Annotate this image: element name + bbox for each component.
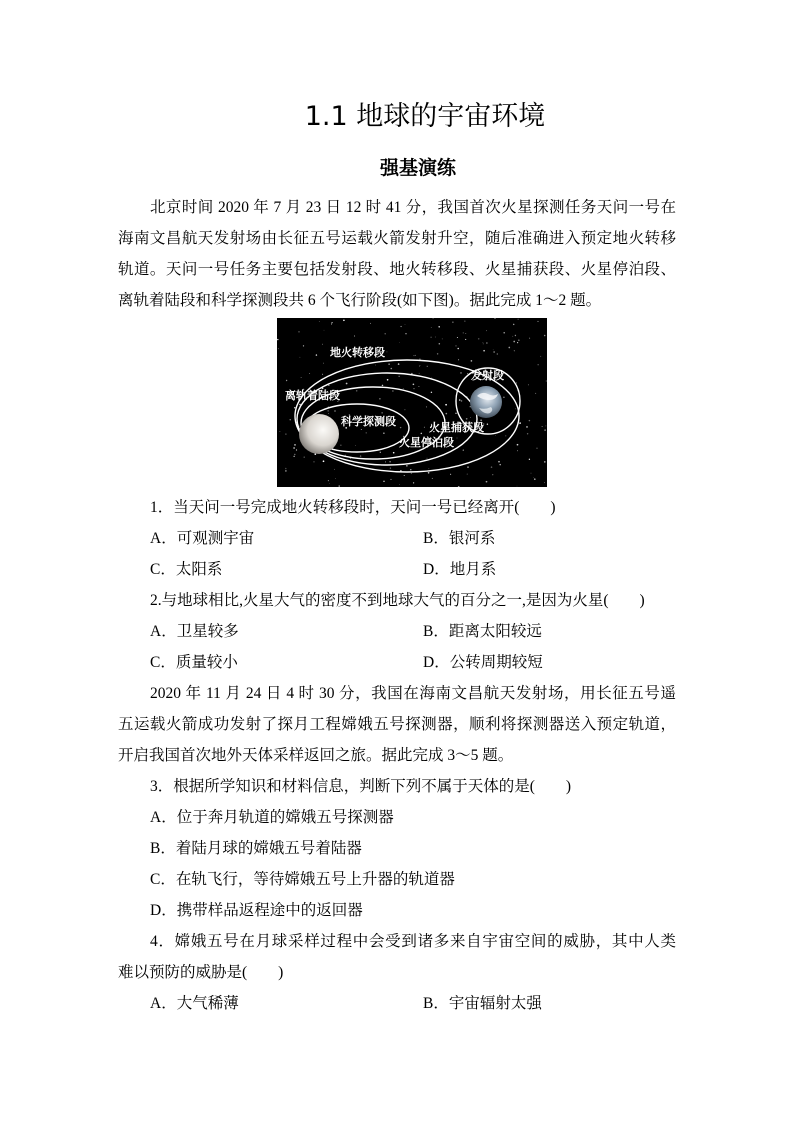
star-dot	[294, 454, 295, 455]
option-c: C．质量较小	[150, 654, 238, 671]
star-dot	[431, 327, 432, 328]
star-dot	[414, 355, 415, 356]
question-3	[118, 771, 676, 926]
star-dot	[299, 331, 300, 332]
star-dot	[314, 461, 315, 462]
option-c: C．太阳系	[150, 561, 223, 578]
star-dot	[478, 338, 480, 340]
star-dot	[529, 459, 530, 460]
star-dot	[509, 430, 510, 431]
mission-phases-figure	[277, 318, 547, 487]
star-dot	[495, 435, 496, 436]
star-dot	[491, 466, 493, 468]
star-dot	[383, 433, 384, 434]
star-dot	[465, 333, 466, 334]
star-dot	[277, 339, 278, 340]
star-dot	[328, 413, 329, 414]
star-dot	[528, 385, 529, 386]
passage-1-line: 海南文昌航天发射场由长征五号运载火箭发射升空，随后准确进入预定地火转移	[118, 230, 676, 247]
passage-1	[118, 192, 676, 316]
star-dot	[360, 455, 361, 456]
options-row	[118, 988, 676, 1019]
passage-1-line: 离轨着陆段和科学探测段共 6 个飞行阶段(如下图)。据此完成 1～2 题。	[118, 292, 602, 309]
question-stem: 2.与地球相比,火星大气的密度不到地球大气的百分之一,是因为火星( )	[150, 592, 645, 609]
question-1	[118, 492, 676, 585]
section-heading: 强基演练	[379, 157, 456, 179]
star-dot	[465, 339, 466, 340]
question-4	[118, 926, 676, 1019]
star-dot	[535, 393, 536, 394]
star-dot	[464, 321, 465, 322]
star-dot	[399, 376, 400, 377]
star-dot	[304, 457, 305, 458]
star-dot	[328, 480, 329, 481]
star-dot	[405, 333, 406, 334]
option-b: B．距离太阳较远	[423, 623, 542, 640]
star-dot	[438, 326, 440, 328]
star-dot	[486, 330, 487, 331]
star-dot	[494, 351, 495, 352]
star-dot	[435, 337, 436, 338]
star-dot	[519, 422, 521, 424]
passage-2	[118, 678, 676, 771]
option-a: A．大气稀薄	[150, 995, 239, 1012]
star-dot	[505, 435, 506, 436]
star-dot	[503, 332, 505, 334]
option-c: C．在轨飞行，等待嫦娥五号上升器的轨道器	[150, 871, 455, 888]
star-dot	[512, 336, 513, 337]
star-dot	[526, 426, 528, 428]
star-dot	[544, 482, 545, 483]
star-dot	[346, 383, 348, 385]
star-dot	[415, 355, 416, 356]
star-dot	[345, 455, 346, 456]
star-dot	[294, 444, 296, 446]
star-dot	[393, 452, 395, 454]
star-dot	[340, 445, 341, 446]
page-title: 1.1 地球的宇宙环境	[304, 101, 546, 132]
star-dot	[388, 363, 389, 364]
star-dot	[403, 388, 404, 389]
star-dot	[467, 466, 468, 467]
star-dot	[323, 363, 324, 364]
star-dot	[536, 448, 537, 449]
figure-label-deorbit-landing: 离轨着陆段	[285, 389, 340, 402]
star-dot	[517, 342, 518, 343]
star-dot	[544, 429, 546, 431]
star-dot	[483, 350, 485, 352]
star-dot	[458, 359, 459, 360]
star-dot	[546, 380, 547, 381]
star-dot	[413, 383, 415, 385]
star-dot	[428, 472, 430, 474]
star-dot	[406, 465, 407, 466]
star-dot	[300, 357, 301, 358]
star-dot	[384, 333, 385, 334]
figure-label-launch: 发射段	[471, 369, 504, 382]
star-dot	[334, 469, 335, 470]
star-dot	[467, 474, 468, 475]
passage-1-line: 轨道。天问一号任务主要包括发射段、地火转移段、火星捕获段、火星停泊段、	[118, 261, 676, 278]
star-dot	[294, 407, 295, 408]
option-a: A．位于奔月轨道的嫦娥五号探测器	[150, 809, 394, 826]
star-dot	[370, 323, 371, 324]
options-row	[118, 554, 676, 585]
figure-label-science: 科学探测段	[341, 415, 396, 428]
star-dot	[455, 345, 456, 346]
star-dot	[455, 413, 456, 414]
star-dot	[517, 486, 518, 487]
star-dot	[379, 398, 381, 400]
star-dot	[278, 348, 279, 349]
star-dot	[380, 452, 381, 453]
star-dot	[421, 433, 423, 435]
star-dot	[483, 344, 484, 345]
star-dot	[411, 473, 412, 474]
star-dot	[285, 470, 287, 472]
star-dot	[537, 321, 538, 322]
star-dot	[466, 418, 468, 420]
star-dot	[419, 366, 420, 367]
star-dot	[457, 337, 458, 338]
star-dot	[538, 364, 539, 365]
star-dot	[418, 386, 419, 387]
star-dot	[515, 408, 516, 409]
star-dot	[331, 322, 332, 323]
star-dot	[290, 419, 291, 420]
star-dot	[328, 410, 329, 411]
star-dot	[442, 338, 443, 339]
option-a: A．可观测宇宙	[150, 530, 255, 547]
star-dot	[457, 438, 458, 439]
passage-2-line: 2020 年 11 月 24 日 4 时 30 分，我国在海南文昌航天发射场，用长征五号遥	[150, 685, 676, 702]
star-dot	[322, 374, 323, 375]
star-dot	[419, 373, 420, 374]
star-dot	[427, 366, 428, 367]
star-dot	[410, 469, 411, 470]
options-row	[118, 523, 676, 554]
star-dot	[486, 481, 488, 483]
star-dot	[400, 326, 401, 327]
passage-1-line: 北京时间 2020 年 7 月 23 日 12 时 41 分，我国首次火星探测任务天问一号在	[150, 199, 676, 216]
star-dot	[392, 390, 393, 391]
question-stem: 4．嫦娥五号在月球采样过程中会受到诸多来自宇宙空间的威胁，其中人类	[150, 933, 676, 950]
star-dot	[309, 373, 310, 374]
star-dot	[286, 380, 287, 381]
star-dot	[316, 354, 317, 355]
star-dot	[529, 338, 530, 339]
options-row	[118, 647, 676, 678]
star-dot	[324, 330, 325, 331]
star-dot	[431, 392, 432, 393]
question-stem: 1．当天问一号完成地火转移段时，天问一号已经离开( )	[150, 499, 556, 516]
star-dot	[405, 324, 406, 325]
passage-2-line: 五运载火箭成功发射了探月工程嫦娥五号探测器，顺利将探测器送入预定轨道，	[118, 716, 676, 733]
star-dot	[386, 351, 387, 352]
star-dot	[381, 412, 382, 413]
star-dot	[452, 322, 453, 323]
star-dot	[445, 404, 447, 406]
star-dot	[544, 461, 546, 463]
star-dot	[483, 342, 484, 343]
star-dot	[303, 345, 304, 346]
star-dot	[296, 449, 297, 450]
star-dot	[328, 385, 329, 386]
star-dot	[361, 429, 362, 430]
star-dot	[450, 474, 451, 475]
star-dot	[426, 406, 427, 407]
star-dot	[413, 482, 414, 483]
star-dot	[497, 353, 498, 354]
question-stem: 3．根据所学知识和材料信息，判断下列不属于天体的是( )	[150, 778, 572, 795]
star-dot	[404, 409, 405, 410]
star-dot	[514, 350, 515, 351]
star-dot	[424, 427, 425, 428]
star-dot	[463, 449, 464, 450]
star-dot	[385, 461, 386, 462]
star-dot	[354, 336, 355, 337]
star-dot	[390, 368, 392, 370]
star-dot	[499, 464, 501, 466]
star-dot	[427, 458, 428, 459]
star-dot	[546, 426, 547, 427]
star-dot	[498, 461, 500, 463]
star-dot	[463, 332, 464, 333]
star-dot	[375, 365, 376, 366]
option-b: B．宇宙辐射太强	[423, 995, 542, 1012]
star-dot	[389, 461, 390, 462]
question-stem: 难以预防的威胁是( )	[118, 964, 284, 981]
star-dot	[293, 447, 295, 449]
star-dot	[439, 343, 441, 345]
star-dot	[343, 319, 345, 321]
star-dot	[515, 335, 516, 336]
star-dot	[355, 445, 356, 446]
star-dot	[390, 479, 391, 480]
star-dot	[527, 433, 528, 434]
star-dot	[428, 468, 429, 469]
star-dot	[531, 473, 532, 474]
star-dot	[486, 342, 487, 343]
star-dot	[398, 363, 400, 365]
figure-label-transfer: 地火转移段	[330, 346, 385, 359]
mars-sphere	[299, 414, 339, 454]
option-b: B．着陆月球的嫦娥五号着陆器	[150, 840, 362, 857]
star-dot	[461, 400, 463, 402]
star-dot	[285, 433, 286, 434]
star-dot	[493, 349, 494, 350]
star-dot	[299, 426, 300, 427]
exercise-content	[118, 192, 676, 1019]
star-dot	[503, 397, 505, 399]
star-dot	[387, 379, 389, 381]
star-dot	[471, 360, 473, 362]
star-dot	[335, 478, 336, 479]
star-dot	[492, 474, 493, 475]
option-d: D．地月系	[423, 561, 497, 578]
star-dot	[319, 321, 320, 322]
star-dot	[470, 417, 471, 418]
star-dot	[518, 339, 520, 341]
option-b: B．银河系	[423, 530, 496, 547]
star-dot	[339, 485, 340, 486]
star-dot	[329, 483, 330, 484]
mission-phases-illustration	[277, 318, 547, 487]
star-dot	[404, 475, 405, 476]
space-background	[277, 318, 547, 487]
star-dot	[508, 347, 510, 349]
option-d: D．携带样品返程途中的返回器	[150, 902, 363, 919]
figure-label-capture: 火星捕获段	[429, 421, 484, 434]
star-dot	[413, 388, 414, 389]
passage-2-line: 开启我国首次地外天体采样返回之旅。据此完成 3～5 题。	[118, 747, 514, 764]
star-dot	[419, 365, 420, 366]
star-dot	[399, 342, 400, 343]
star-dot	[467, 373, 468, 374]
star-dot	[534, 478, 536, 480]
star-dot	[437, 353, 438, 354]
earth-globe	[470, 386, 502, 418]
star-dot	[446, 413, 448, 415]
star-dot	[280, 431, 281, 432]
star-dot	[382, 385, 384, 387]
star-dot	[460, 372, 462, 374]
figure-label-parking: 火星停泊段	[399, 436, 454, 449]
star-dot	[487, 423, 488, 424]
star-dot	[517, 450, 518, 451]
star-dot	[542, 426, 543, 427]
star-dot	[400, 427, 401, 428]
star-dot	[517, 444, 519, 446]
star-dot	[334, 410, 335, 411]
star-dot	[518, 319, 519, 320]
star-dot	[430, 337, 431, 338]
star-dot	[331, 324, 332, 325]
option-d: D．公转周期较短	[423, 654, 543, 671]
star-dot	[432, 478, 433, 479]
star-dot	[366, 432, 367, 433]
options-row	[118, 616, 676, 647]
star-dot	[540, 356, 541, 357]
star-dot	[356, 390, 358, 392]
star-dot	[323, 460, 325, 462]
star-dot	[457, 348, 459, 350]
question-2	[118, 585, 676, 678]
star-dot	[513, 341, 515, 343]
star-dot	[383, 481, 384, 482]
star-dot	[301, 377, 302, 378]
star-dot	[533, 477, 534, 478]
star-dot	[513, 324, 515, 326]
star-dot	[322, 344, 323, 345]
star-dot	[529, 420, 530, 421]
star-dot	[459, 399, 461, 401]
star-dot	[294, 456, 295, 457]
star-dot	[285, 468, 287, 470]
star-dot	[399, 484, 400, 485]
option-a: A．卫星较多	[150, 623, 239, 640]
star-dot	[390, 467, 391, 468]
star-dot	[544, 335, 546, 337]
